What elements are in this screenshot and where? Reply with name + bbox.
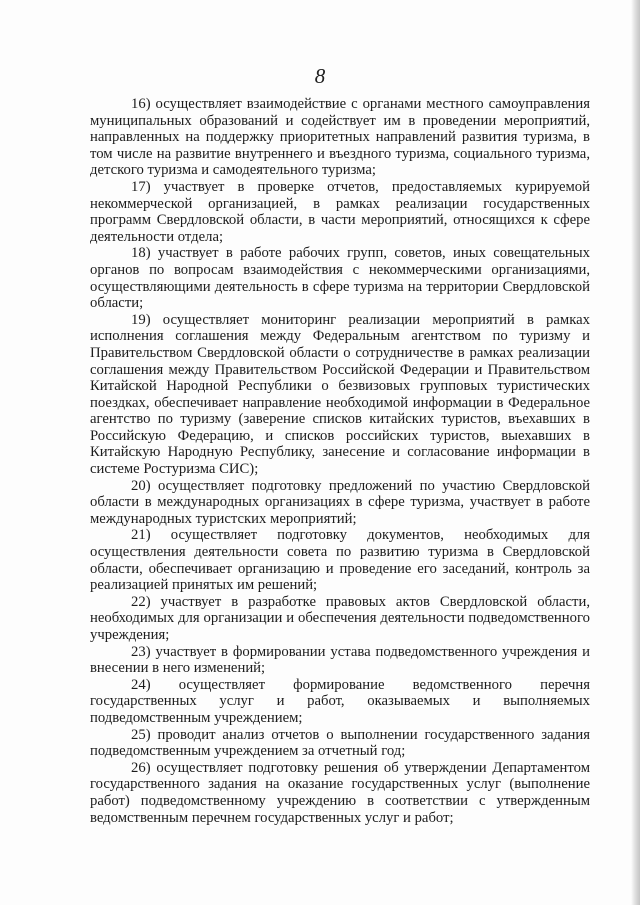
paragraph-item-16: 16) осуществляет взаимодействие с органами местного самоуправления муниципальных образований и содействует им в проведении мероприятий, направленных на поддержку приоритетных направлений развития туризма, в том числе на развитие внутреннего и въездного туризма, социального туризма, детского туризма и самодеятельного туризма; [90,96,590,179]
paragraph-item-19: 19) осуществляет мониторинг реализации мероприятий в рамках исполнения соглашения между Федеральным агентством по туризму и Правительством Свердловской области о сотрудничестве в рамках реализации соглашения между Правительством Российской Федерации и Правительством Китайской Народной Республики о безвизовых групповых туристических поездках, обеспечивает направление необходимой информации в Федеральное агентство по туризму (заверение списков китайских туристов, въехавших в Российскую Федерацию, и списков российских туристов, выехавших в Китайскую Народную Республику, занесение и согласование информации в системе Ростуризма СИС); [90,311,590,478]
scan-edge-shadow [631,0,640,905]
paragraph-item-21: 21) осуществляет подготовку документов, необходимых для осуществления деятельности совета по развитию туризма в Свердловской области, обеспечивает организацию и проведение его заседаний, контроль за реализацией принятых им решений; [90,527,590,594]
paragraph-item-25: 25) проводит анализ отчетов о выполнении государственного задания подведомственным учреждением за отчетный год; [90,726,590,760]
paragraph-item-18: 18) участвует в работе рабочих групп, советов, иных совещательных органов по вопросам взаимодействия с некоммерческими организациями, осуществляющими деятельность в сфере туризма на территории Свердловской области; [90,245,590,312]
document-body [90,96,590,826]
paragraph-item-17: 17) участвует в проверке отчетов, предоставляемых курируемой некоммерческой организацией, в рамках реализации государственных программ Свердловской области, в части мероприятий, относящихся к сфере деятельности отдела; [90,178,590,245]
paragraph-item-22: 22) участвует в разработке правовых актов Свердловской области, необходимых для организации и обеспечения деятельности подведомственного учреждения; [90,593,590,643]
paragraph-item-20: 20) осуществляет подготовку предложений по участию Свердловской области в международных организациях в сфере туризма, участвует в работе международных туристских мероприятий; [90,477,590,527]
paragraph-item-23: 23) участвует в формировании устава подведомственного учреждения и внесении в него изменений; [90,643,590,677]
page-number: 8 [314,64,326,88]
paragraph-item-24: 24) осуществляет формирование ведомственного перечня государственных услуг и работ, оказываемых и выполняемых подведомственным учреждением; [90,676,590,726]
paragraph-item-26: 26) осуществляет подготовку решения об утверждении Департаментом государственного задания на оказание государственных услуг (выполнение работ) подведомственному учреждению в соответствии с утвержденным ведомственным перечнем государственных услуг и работ; [90,759,590,826]
